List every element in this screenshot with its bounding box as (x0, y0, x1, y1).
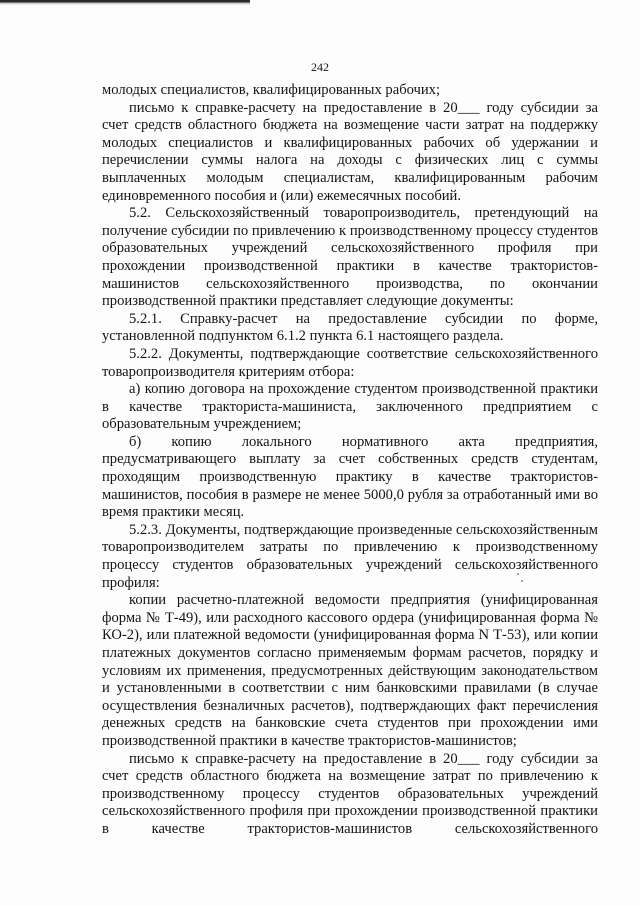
paragraph: молодых специалистов, квалифицированных рабочих; (102, 82, 441, 98)
paragraph: письмо к справке-расчету на предоставление в 20___ году субсидии за счет средств областного бюджета на возмещение затрат по привлечению к производственному процессу студентов образовательных учреждений сельскохозяйственного профиля при прохождении производственной практики в качестве трактористов-машинистов сельскохозяйственного (102, 750, 598, 837)
page-number: 242 (311, 60, 329, 74)
paragraph: письмо к справке-расчету на предоставление в 20___ году субсидии за счет средств областного бюджета на возмещение части затрат на поддержку молодых специалистов и квалифицированных рабочих об удержании и перечислении суммы налога на доходы с физических лиц с суммы выплаченных молодым специалистам, квалифицированным рабочим единовременного пособия и (или) ежемесячных пособий. (102, 99, 598, 204)
paragraph: 5.2.3. Документы, подтверждающие произведенные сельскохозяйственным товаропроизводителем затраты по привлечению к производственному процессу студентов образовательных учреждений сельскохозяйственного профиля: (102, 521, 598, 591)
paragraph: 5.2.2. Документы, подтверждающие соответствие сельскохозяйственного товаропроизводителя критериям отбора: (102, 345, 598, 380)
paragraph: 5.2. Сельскохозяйственный товаропроизводитель, претендующий на получение субсидии по привлечению к производственному процессу студентов образовательных учреждений сельскохозяйственного профиля при прохождении производственной практики в качестве трактористов-машинистов сельскохозяйственного производства, по окончании производственной практики представляет следующие документы: (102, 205, 598, 310)
paragraph: копии расчетно-платежной ведомости предприятия (унифицированная форма № Т-49), или расходного кассового ордера (унифицированная форма № КО-2), или платежной ведомости (унифицированная форма N Т-53), или копии платежных документов согласно применяемым формам расчетов, порядку и условиям их применения, предусмотренных действующим законодательством и установленными в соответствии с ним банковскими правилами (в случае осуществления безналичных расчетов), подтверждающих факт перечисления денежных средств на банковские счета студентов при прохождении ими производственной практики в качестве трактористов-машинистов; (102, 592, 598, 749)
paragraph: б) копию локального нормативного акта предприятия, предусматривающего выплату за счет собственных средств студентам, проходящим производственную практику в качестве трактористов-машинистов, пособия в размере не менее 5000,0 рубля за отработанный ими во время практики месяц. (102, 433, 598, 521)
paragraph: а) копию договора на прохождение студентом производственной практики в качестве тракториста-машиниста, заключенного предприятием с образовательным учреждением; (102, 381, 598, 433)
paragraph: 5.2.1. Справку-расчет на предоставление субсидии по форме, установленной подпунктом 6.1.2 пункта 6.1 настоящего раздела. (102, 310, 598, 345)
document-body (102, 82, 598, 839)
scan-edge-artifact (0, 0, 250, 5)
